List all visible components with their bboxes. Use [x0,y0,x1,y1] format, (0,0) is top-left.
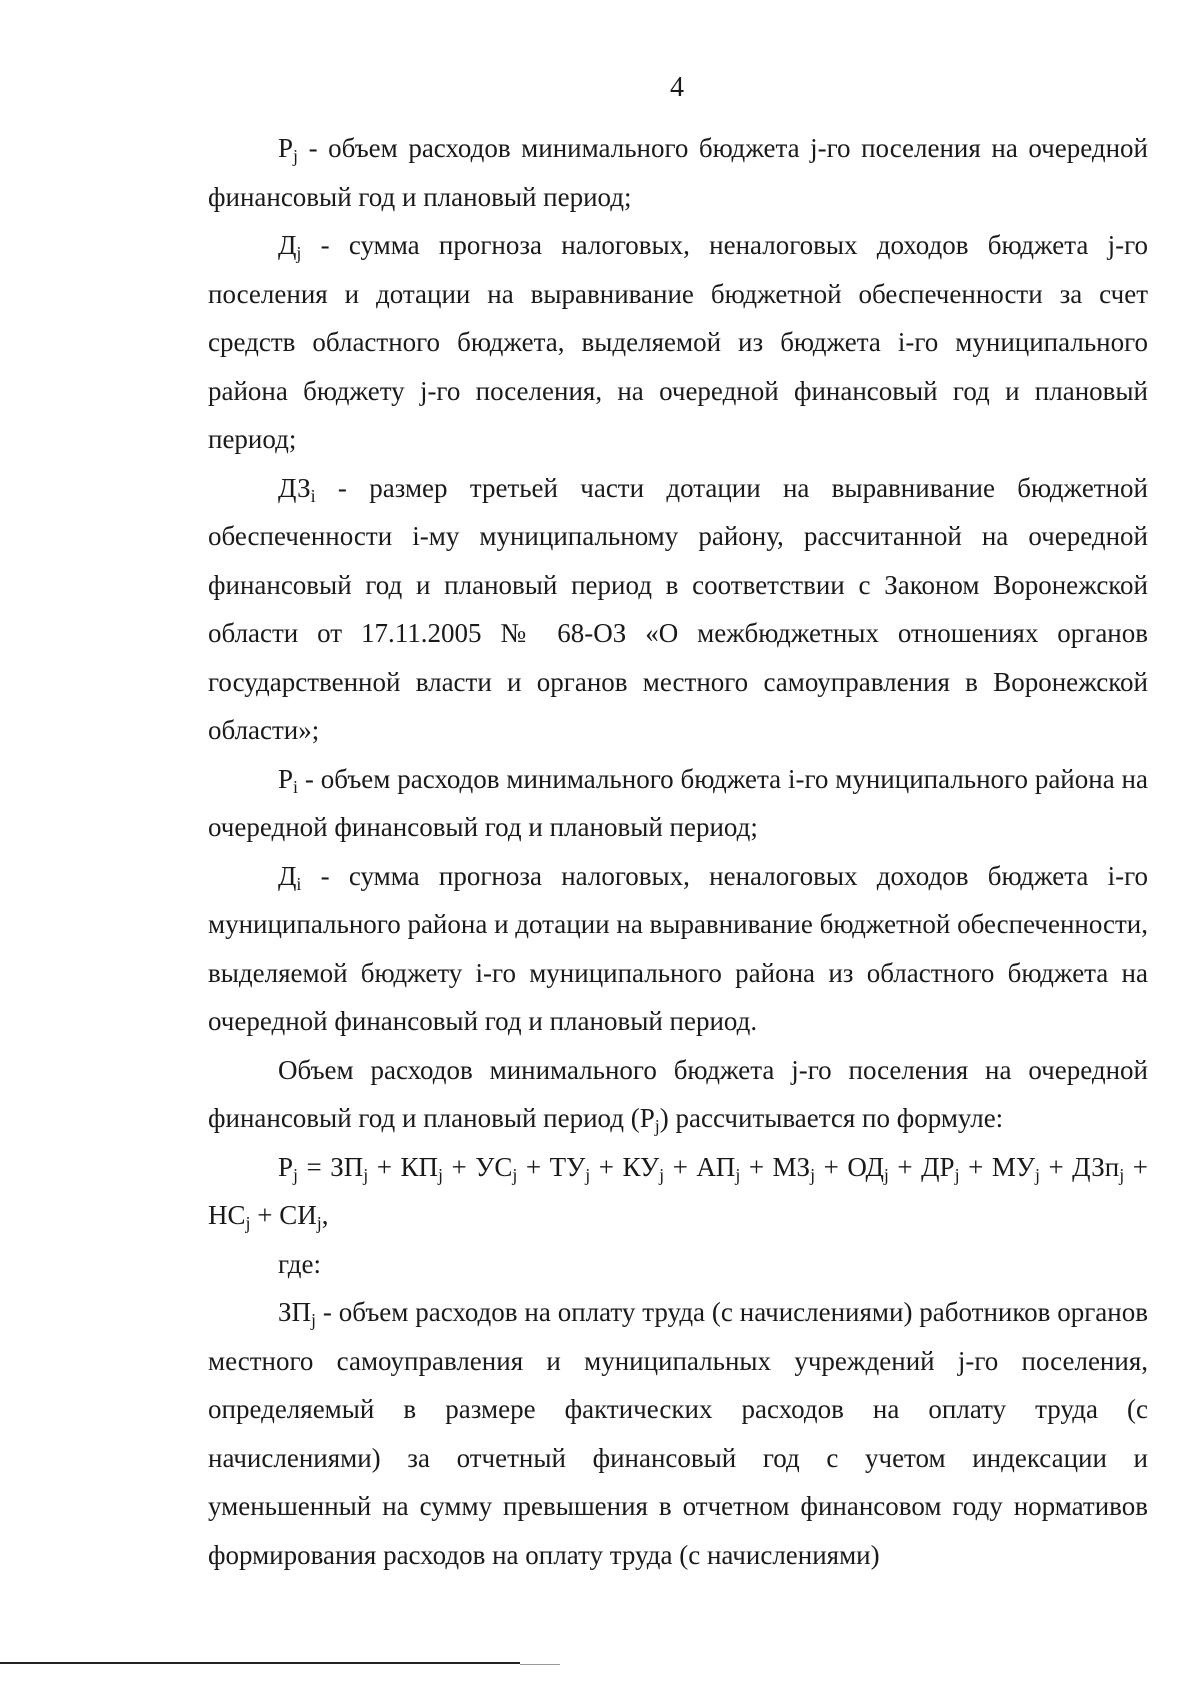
formula-term-subscript: j [363,1164,369,1185]
symbol-subscript: j [293,146,299,166]
formula-operator: + [959,1151,992,1182]
document-page: 4 $Р_j$ - объем расходов минимального бюджета j-го поселения на очередной финансовый год и плановый период; $Д_j$ - сумма прогноза налоговых, неналоговых доходов бюджета j-го поселения и дотации на выравнивание бюджетной обеспеченности за счет средств областного бюджета, выделяемой из бюджета i-го муниципального района бюджету j-го поселения, на очередной финансовый год и плановый период; $ДЗ_i$ - размер третьей части дотации на выравнивание бюджетной обеспеченности i-му муниципальному району, рассчитанной на очередной финансовый год и плановый период в соответствии с Законом Воронежской области от 17.11.2005 № 68-ОЗ «О межбюджетных отношениях органов государственной власти и органов местного самоуправления в Воронежской области»; $Р_i$ - объем расходов минимального бюджета i-го муниципального района на очередной финансовый год и плановый период; $Д_i$ - сумма прогноза налоговых, неналоговых доходов бюджета i-го муниципального района и дотации на выравнивание бюджетной обеспеченности, выделяемой бюджету i-го муниципального района из областного бюджета на очередной финансовый год и плановый период. Объем расходов минимального бюджета j-го поселения на очередной финансовый год и плановый период $(Р_j)$ рассчитывается по формуле: $Р_j = ЗП_j + КП_j + УС_j + ТУ_j + КУ_j + АП_j + МЗ_j + ОД_j + ДР_j + МУ_j + ДЗп_j + НС_j + СИ_j$, где: $ЗП_j$ - объем расходов на оплату труда (с начислениями) работников органов местного самоуправления и муниципальных учреждений j-го поселения, определяемый в размере фактических расходов на оплату труда (с начислениями) за отчетный финансовый год с учетом индексации и уменьшенный на сумму превышения в отчетном финансовом году нормативов формирования расходов на оплату труда (с начислениями) [0,0,1200,1694]
formula-term-subscript: j [735,1164,741,1185]
formula-term: ОД [847,1151,884,1182]
symbol: Д [278,860,297,891]
formula-term: УС [475,1151,513,1182]
symbol-subscript: i [293,776,299,797]
formula-operator: = [298,1151,331,1182]
formula-term-subscript: j [810,1164,816,1185]
formula-operator: + [590,1151,623,1182]
formula-term: ДР [921,1151,955,1182]
formula-term-subscript: j [1119,1164,1125,1185]
symbol-subscript: j [654,1116,660,1136]
definition-text: - размер третьей части дотации на выравнивание бюджетной обеспеченности i-му муниципальному району, рассчитанной на очередной финансовый год и плановый период в соответствии с Законом Воронежской области от 17.11.2005 № 68-ОЗ «О межбюджетных отношениях органов государственной власти и органов местного самоуправления в Воронежской области»; [208,472,1148,745]
formula-term: МУ [991,1151,1035,1182]
definition-paragraph [208,221,1148,464]
where-label: где: [278,1248,321,1279]
formula-term: ДЗп [1072,1151,1120,1182]
definition-text: - сумма прогноза налоговых, неналоговых доходов бюджета i-го муниципального района и дотации на выравнивание бюджетной обеспеченности, выделяемой бюджету i-го муниципального района из областного бюджета на очередной финансовый год и плановый период. [208,860,1148,1036]
formula-term-subscript: j [659,1164,665,1185]
formula-term-subscript: j [883,1164,889,1185]
formula-term-subscript: j [512,1164,518,1185]
formula-term: КП [400,1151,439,1182]
footer-rule [0,1662,520,1664]
formula-operator: + [443,1151,476,1182]
symbol-subscript: i [310,485,316,506]
formula-term: СИ [279,1200,317,1230]
formula-term-subscript: j [316,1213,322,1233]
formula-term: НС [208,1200,246,1230]
definition-paragraph [208,464,1148,755]
formula-term: ТУ [549,1151,586,1182]
symbol: ЗП [278,1297,312,1327]
formula-term-subscript: j [438,1164,444,1185]
formula-term: КУ [622,1151,660,1182]
formula-operator: + [1124,1151,1148,1182]
definition-text: - сумма прогноза налоговых, неналоговых доходов бюджета j-го поселения и дотации на выравнивание бюджетной обеспеченности за счет средств областного бюджета, выделяемой из бюджета i-го муниципального района бюджету j-го поселения, на очередной финансовый год и плановый период; [208,230,1148,454]
definition-text: - объем расходов минимального бюджета j-го поселения на очередной финансовый год и плановый период; [208,133,1148,212]
formula-operator: + [517,1151,550,1182]
symbol: ДЗ [278,472,311,503]
formula-operator: + [368,1151,401,1182]
formula-term-subscript: j [245,1213,251,1233]
symbol-subscript: j [311,1310,317,1330]
formula-term: Р [278,1151,294,1182]
formula-operator: + [664,1151,697,1182]
intro-paragraph [208,1046,1148,1143]
formula [208,1143,1148,1240]
definition-paragraph [208,1288,1148,1579]
formula-term-subscript: j [954,1164,960,1185]
definition-paragraph [208,852,1148,1046]
formula-term-subscript: j [293,1164,299,1185]
symbol-subscript: i [296,873,302,894]
definition-paragraph [208,124,1148,221]
formula-term: МЗ [772,1151,811,1182]
symbol-subscript: j [296,243,302,263]
intro-text: Объем расходов минимального бюджета j-го поселения на очередной финансовый год и плановый период (Р [208,1054,1148,1133]
formula-term: АП [696,1151,736,1182]
symbol: Р [278,763,294,794]
symbol: Д [278,230,297,260]
intro-text-end: ) рассчитывается по формуле: [659,1103,1004,1133]
formula-term: ЗП [330,1151,364,1182]
formula-term-subscript: j [1034,1164,1040,1185]
formula-operator: , [321,1200,329,1230]
formula-operator: + [250,1200,280,1230]
formula-operator: + [1039,1151,1073,1182]
footer-rule-tail [520,1664,560,1665]
document-body [208,124,1148,1579]
definition-text: - объем расходов на оплату труда (с начислениями) работников органов местного самоуправления и муниципальных учреждений j-го поселения, определяемый в размере фактических расходов на оплату труда (с начислениями) за отчетный финансовый год с учетом индексации и уменьшенный на сумму превышения в отчетном финансовом году нормативов формирования расходов на оплату труда (с начислениями) [208,1297,1148,1570]
formula-operator: + [815,1151,848,1182]
formula-term-subscript: j [585,1164,591,1185]
definition-text: - объем расходов минимального бюджета i-го муниципального района на очередной финансовый год и плановый период; [208,763,1148,842]
symbol: Р [278,133,294,163]
definition-paragraph [208,755,1148,852]
formula-operator: + [740,1151,773,1182]
formula-operator: + [888,1151,922,1182]
